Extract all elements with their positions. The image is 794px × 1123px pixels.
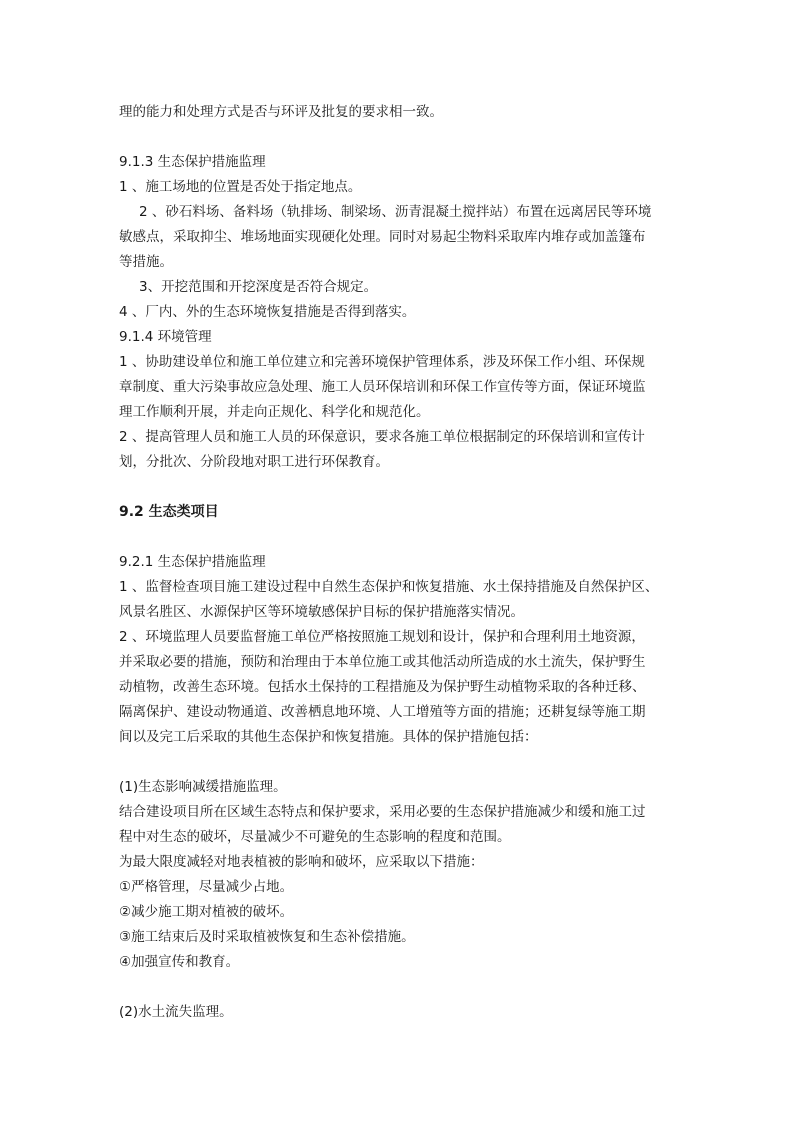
- section-heading-9-2: 9.2 生态类项目: [119, 504, 219, 520]
- paragraph-line: 3、开挖范围和开挖深度是否符合规定。: [139, 279, 378, 295]
- section-heading-9-1-3: 9.1.3 生态保护措施监理: [119, 154, 266, 170]
- paragraph-line: 结合建设项目所在区域生态特点和保护要求，采用必要的生态保护措施减少和缓和施工过: [119, 804, 646, 820]
- section-heading-9-1-4: 9.1.4 环境管理: [119, 329, 212, 345]
- paragraph-line: 程中对生态的破坏，尽量减少不可避免的生态影响的程度和范围。: [119, 829, 511, 845]
- paragraph-line: 等措施。: [119, 254, 173, 270]
- paragraph-line: 隔离保护、建设动物通道、改善栖息地环境、人工增殖等方面的措施；还耕复绿等施工期: [119, 704, 646, 720]
- section-heading-9-2-1: 9.2.1 生态保护措施监理: [119, 554, 266, 570]
- paragraph-line: 并采取必要的措施，预防和治理由于本单位施工或其他活动所造成的水土流失，保护野生: [119, 654, 646, 670]
- paragraph-line: 章制度、重大污染事故应急处理、施工人员环保培训和环保工作宣传等方面，保证环境监: [119, 379, 646, 395]
- paragraph-line: 间以及完工后采取的其他生态保护和恢复措施。具体的保护措施包括：: [119, 729, 538, 745]
- paragraph-line: 2 、提高管理人员和施工人员的环保意识，要求各施工单位根据制定的环保培训和宣传计: [119, 429, 645, 445]
- paragraph-line: 1 、施工场地的位置是否处于指定地点。: [119, 179, 362, 195]
- paragraph-line: 风景名胜区、水源保护区等环境敏感保护目标的保护措施落实情况。: [119, 604, 524, 620]
- paragraph-line: 敏感点，采取抑尘、堆场地面实现硬化处理。同时对易起尘物料采取库内堆存或加盖篷布: [119, 229, 646, 245]
- list-item: ②减少施工期对植被的破坏。: [119, 904, 294, 920]
- paragraph-line: 理工作顺利开展，并走向正规化、科学化和规范化。: [119, 404, 430, 420]
- paragraph-line: 理的能力和处理方式是否与环评及批复的要求相一致。: [119, 104, 443, 120]
- list-item: ①严格管理，尽量减少占地。: [119, 879, 294, 895]
- paragraph-line: 动植物，改善生态环境。包括水土保持的工程措施及为保护野生动植物采取的各种迁移、: [119, 679, 646, 695]
- paragraph-line: 1 、协助建设单位和施工单位建立和完善环境保护管理体系，涉及环保工作小组、环保规: [119, 354, 645, 370]
- list-item: ④加强宣传和教育。: [119, 954, 240, 970]
- paragraph-line: 2 、环境监理人员要监督施工单位严格按照施工规划和设计，保护和合理利用土地资源，: [119, 629, 645, 645]
- list-item: ③施工结束后及时采取植被恢复和生态补偿措施。: [119, 929, 415, 945]
- paragraph-line: 4 、厂内、外的生态环境恢复措施是否得到落实。: [119, 304, 416, 320]
- subsection-heading-1: (1)生态影响减缓措施监理。: [119, 779, 287, 795]
- paragraph-line: 为最大限度减轻对地表植被的影响和破坏，应采取以下措施：: [119, 854, 484, 870]
- paragraph-line: 划，分批次、分阶段地对职工进行环保教育。: [119, 454, 389, 470]
- subsection-heading-2: (2)水土流失监理。: [119, 1004, 233, 1020]
- paragraph-line: 2 、砂石料场、备料场（轨排场、制梁场、沥青混凝土搅拌站）布置在远离居民等环境: [139, 204, 652, 220]
- paragraph-line: 1 、监督检查项目施工建设过程中自然生态保护和恢复措施、水土保持措施及自然保护区、: [119, 579, 659, 595]
